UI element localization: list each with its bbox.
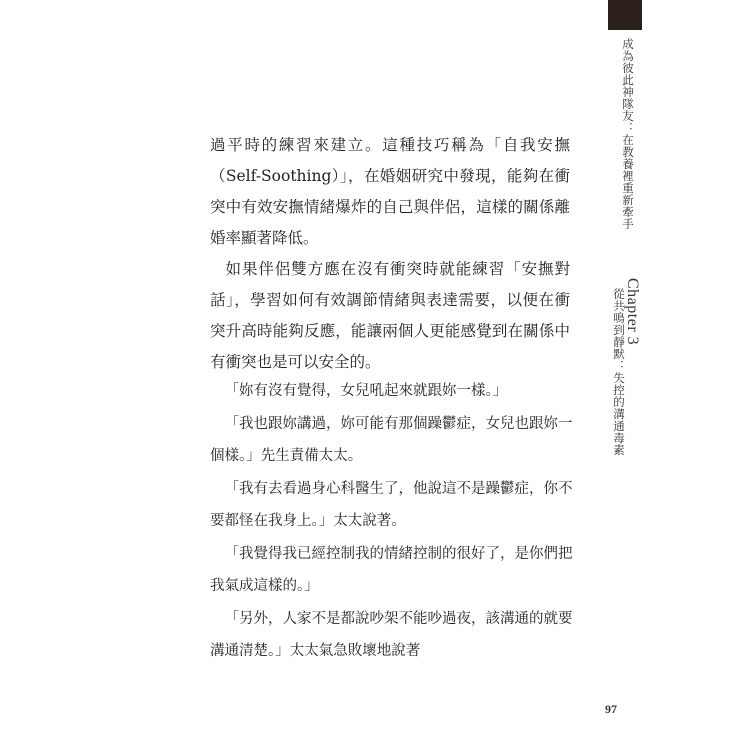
dialogue-line: 「我有去看過身心科醫生了，他說這不是躁鬱症，你不要都怪在我身上。」太太說著。 — [210, 480, 573, 529]
dialogue-block — [210, 375, 575, 668]
dialogue-line: 「另外，人家不是都說吵架不能吵過夜，該溝通的就要溝通清楚。」太太氣急敗壞地說著 — [210, 610, 573, 659]
running-head: 成為彼此神隊友：在教養裡重新牽手 — [621, 38, 635, 230]
body-paragraph: 如果伴侶雙方應在沒有衝突時就能練習「安撫對話」，學習如何有效調節情緒與表達需要，以便在衝突升高時能夠反應，能讓兩個人更能感覺到在關係中有衝突也是可以安全的。 — [210, 260, 570, 371]
page-number: 97 — [605, 702, 617, 716]
body-text — [210, 130, 570, 378]
chapter-title: 從共鳴到靜默：失控的溝通毒素 — [612, 288, 624, 456]
chapter-label: Chapter 3 — [624, 278, 641, 346]
dialogue-line: 「妳有沒有覺得，女兒吼起來就跟妳一樣。」 — [224, 383, 508, 399]
dialogue-line: 「我覺得我已經控制我的情緒控制的很好了，是你們把我氣成這樣的。」 — [210, 545, 573, 594]
body-paragraph: 過平時的練習來建立。這種技巧稱為「自我安撫（Self-Soothing）」，在婚姻研究中發現，能夠在衝突中有效安撫情緒爆炸的自己與伴侶，這樣的關係離婚率顯著降低。 — [210, 136, 570, 247]
chapter-tab-marker — [608, 0, 642, 30]
chapter-heading — [611, 278, 639, 456]
dialogue-line: 「我也跟妳講過，妳可能有那個躁鬱症，女兒也跟妳一個樣。」先生責備太太。 — [210, 415, 573, 464]
